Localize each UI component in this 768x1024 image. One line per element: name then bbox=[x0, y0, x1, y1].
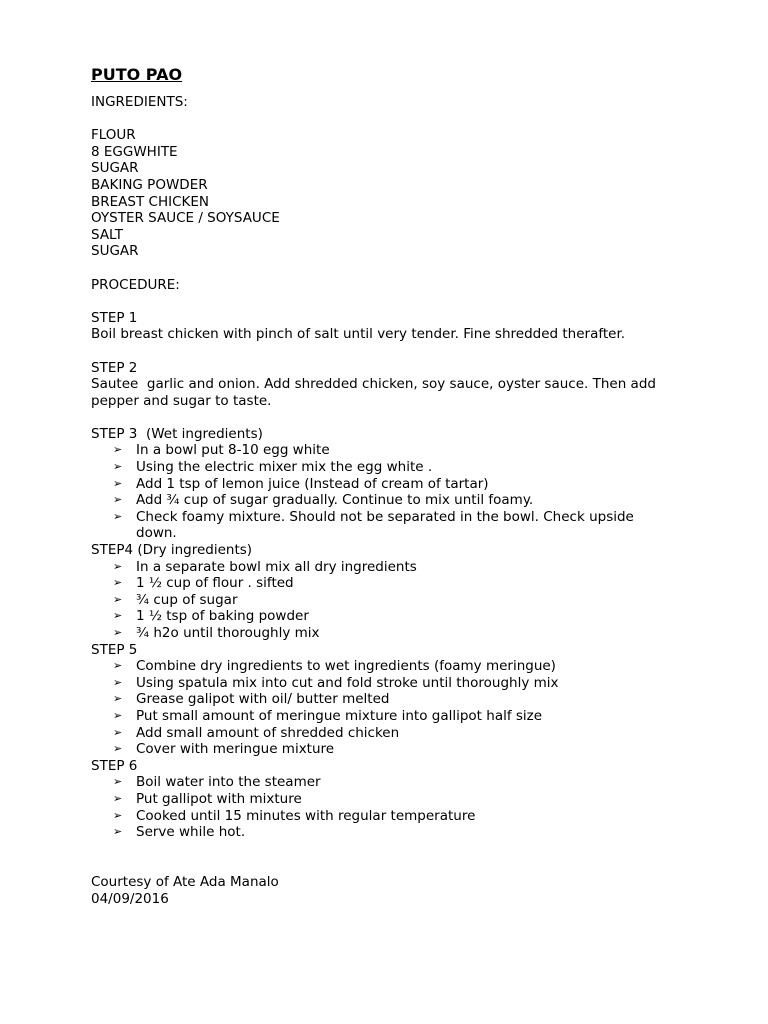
arrow-bullet-icon: ➢ bbox=[113, 609, 123, 623]
list-item bbox=[91, 625, 691, 642]
recipe-title: PUTO PAO bbox=[91, 65, 183, 84]
list-item bbox=[91, 592, 691, 609]
list-item-text: In a bowl put 8-10 egg white bbox=[136, 442, 330, 459]
list-item bbox=[91, 492, 691, 509]
spacer bbox=[91, 111, 691, 128]
list-item-text: 1 ½ tsp of baking powder bbox=[136, 608, 309, 625]
arrow-bullet-icon: ➢ bbox=[113, 808, 123, 822]
list-item bbox=[91, 658, 691, 675]
list-item-text: In a separate bowl mix all dry ingredients bbox=[136, 558, 417, 575]
spacer bbox=[91, 409, 691, 426]
step2-text: Sautee garlic and onion. Add shredded chicken, soy sauce, oyster sauce. Then add pepper and sugar to taste. bbox=[91, 376, 661, 409]
spacer bbox=[91, 293, 691, 310]
list-item-text: Boil water into the steamer bbox=[136, 774, 321, 791]
ingredient-item: 8 EGGWHITE bbox=[91, 143, 178, 160]
list-item-text: Using spatula mix into cut and fold stroke until thoroughly mix bbox=[136, 674, 559, 691]
list-item-text: Cover with meringue mixture bbox=[136, 741, 335, 758]
spacer bbox=[91, 260, 691, 277]
list-item bbox=[91, 476, 691, 493]
arrow-bullet-icon: ➢ bbox=[113, 460, 123, 474]
list-item-text: Check foamy mixture. Should not be separated in the bowl. Check upside down. bbox=[136, 508, 634, 542]
arrow-bullet-icon: ➢ bbox=[113, 791, 123, 805]
list-item-text: Cooked until 15 minutes with regular temperature bbox=[136, 807, 476, 824]
list-item bbox=[91, 509, 691, 542]
step4-heading: STEP4 (Dry ingredients) bbox=[91, 542, 253, 559]
step6-heading: STEP 6 bbox=[91, 757, 138, 774]
ingredient-item: SUGAR bbox=[91, 243, 139, 260]
list-item-text: Using the electric mixer mix the egg white . bbox=[136, 459, 433, 476]
list-item bbox=[91, 808, 691, 825]
arrow-bullet-icon: ➢ bbox=[113, 675, 123, 689]
list-item bbox=[91, 459, 691, 476]
list-item-text: ¾ h2o until thoroughly mix bbox=[136, 625, 320, 641]
spacer bbox=[91, 841, 691, 858]
arrow-bullet-icon: ➢ bbox=[113, 509, 123, 523]
list-item bbox=[91, 691, 691, 708]
arrow-bullet-icon: ➢ bbox=[113, 493, 123, 507]
list-item-text: Put gallipot with mixture bbox=[136, 790, 302, 807]
list-item bbox=[91, 791, 691, 808]
ingredient-item: SUGAR bbox=[91, 160, 139, 177]
step2-heading: STEP 2 bbox=[91, 359, 138, 376]
list-item bbox=[91, 575, 691, 592]
arrow-bullet-icon: ➢ bbox=[113, 592, 123, 606]
arrow-bullet-icon: ➢ bbox=[113, 692, 123, 706]
list-item-text: Grease galipot with oil/ butter melted bbox=[136, 691, 390, 708]
ingredient-item: BAKING POWDER bbox=[91, 176, 208, 193]
step1-text: Boil breast chicken with pinch of salt until very tender. Fine shredded therafter. bbox=[91, 326, 626, 343]
step5-list bbox=[91, 658, 691, 758]
list-item bbox=[91, 741, 691, 758]
ingredient-item: SALT bbox=[91, 226, 123, 243]
ingredients-heading: INGREDIENTS: bbox=[91, 94, 188, 110]
step4-list bbox=[91, 559, 691, 642]
procedure-heading: PROCEDURE: bbox=[91, 276, 180, 293]
arrow-bullet-icon: ➢ bbox=[113, 775, 123, 789]
list-item-text: Combine dry ingredients to wet ingredients (foamy meringue) bbox=[136, 658, 556, 675]
step3-heading: STEP 3 (Wet ingredients) bbox=[91, 425, 263, 442]
list-item bbox=[91, 608, 691, 625]
arrow-bullet-icon: ➢ bbox=[113, 626, 123, 639]
list-item bbox=[91, 725, 691, 742]
spacer bbox=[91, 343, 691, 360]
list-item bbox=[91, 774, 691, 791]
arrow-bullet-icon: ➢ bbox=[113, 708, 123, 722]
arrow-bullet-icon: ➢ bbox=[113, 476, 123, 490]
ingredient-item: BREAST CHICKEN bbox=[91, 193, 209, 210]
list-item-text: Serve while hot. bbox=[136, 824, 246, 841]
ingredient-item: OYSTER SAUCE / SOYSAUCE bbox=[91, 210, 280, 227]
arrow-bullet-icon: ➢ bbox=[113, 576, 123, 590]
step5-heading: STEP 5 bbox=[91, 641, 138, 658]
list-item-text: Add small amount of shredded chicken bbox=[136, 724, 400, 741]
step3-list bbox=[91, 442, 691, 542]
ingredients-list bbox=[91, 127, 691, 260]
document-page bbox=[91, 64, 691, 907]
date-line: 04/09/2016 bbox=[91, 890, 169, 907]
step6-list bbox=[91, 774, 691, 840]
list-item bbox=[91, 442, 691, 459]
arrow-bullet-icon: ➢ bbox=[113, 725, 123, 739]
step1-heading: STEP 1 bbox=[91, 309, 138, 326]
arrow-bullet-icon: ➢ bbox=[113, 742, 123, 756]
arrow-bullet-icon: ➢ bbox=[113, 443, 123, 457]
list-item bbox=[91, 824, 691, 841]
list-item-text: Put small amount of meringue mixture into gallipot half size bbox=[136, 707, 543, 724]
arrow-bullet-icon: ➢ bbox=[113, 659, 123, 673]
list-item bbox=[91, 559, 691, 576]
list-item-text: Add 1 tsp of lemon juice (Instead of cream of tartar) bbox=[136, 475, 489, 492]
list-item bbox=[91, 675, 691, 692]
list-item bbox=[91, 708, 691, 725]
courtesy-line: Courtesy of Ate Ada Manalo bbox=[91, 873, 279, 890]
list-item-text: 1 ½ cup of flour . sifted bbox=[136, 575, 294, 592]
list-item-text: ¾ cup of sugar bbox=[136, 591, 238, 608]
arrow-bullet-icon: ➢ bbox=[113, 825, 123, 839]
spacer bbox=[91, 857, 691, 874]
arrow-bullet-icon: ➢ bbox=[113, 559, 123, 573]
ingredient-item: FLOUR bbox=[91, 127, 136, 144]
list-item-text: Add ¾ cup of sugar gradually. Continue to mix until foamy. bbox=[136, 492, 534, 509]
